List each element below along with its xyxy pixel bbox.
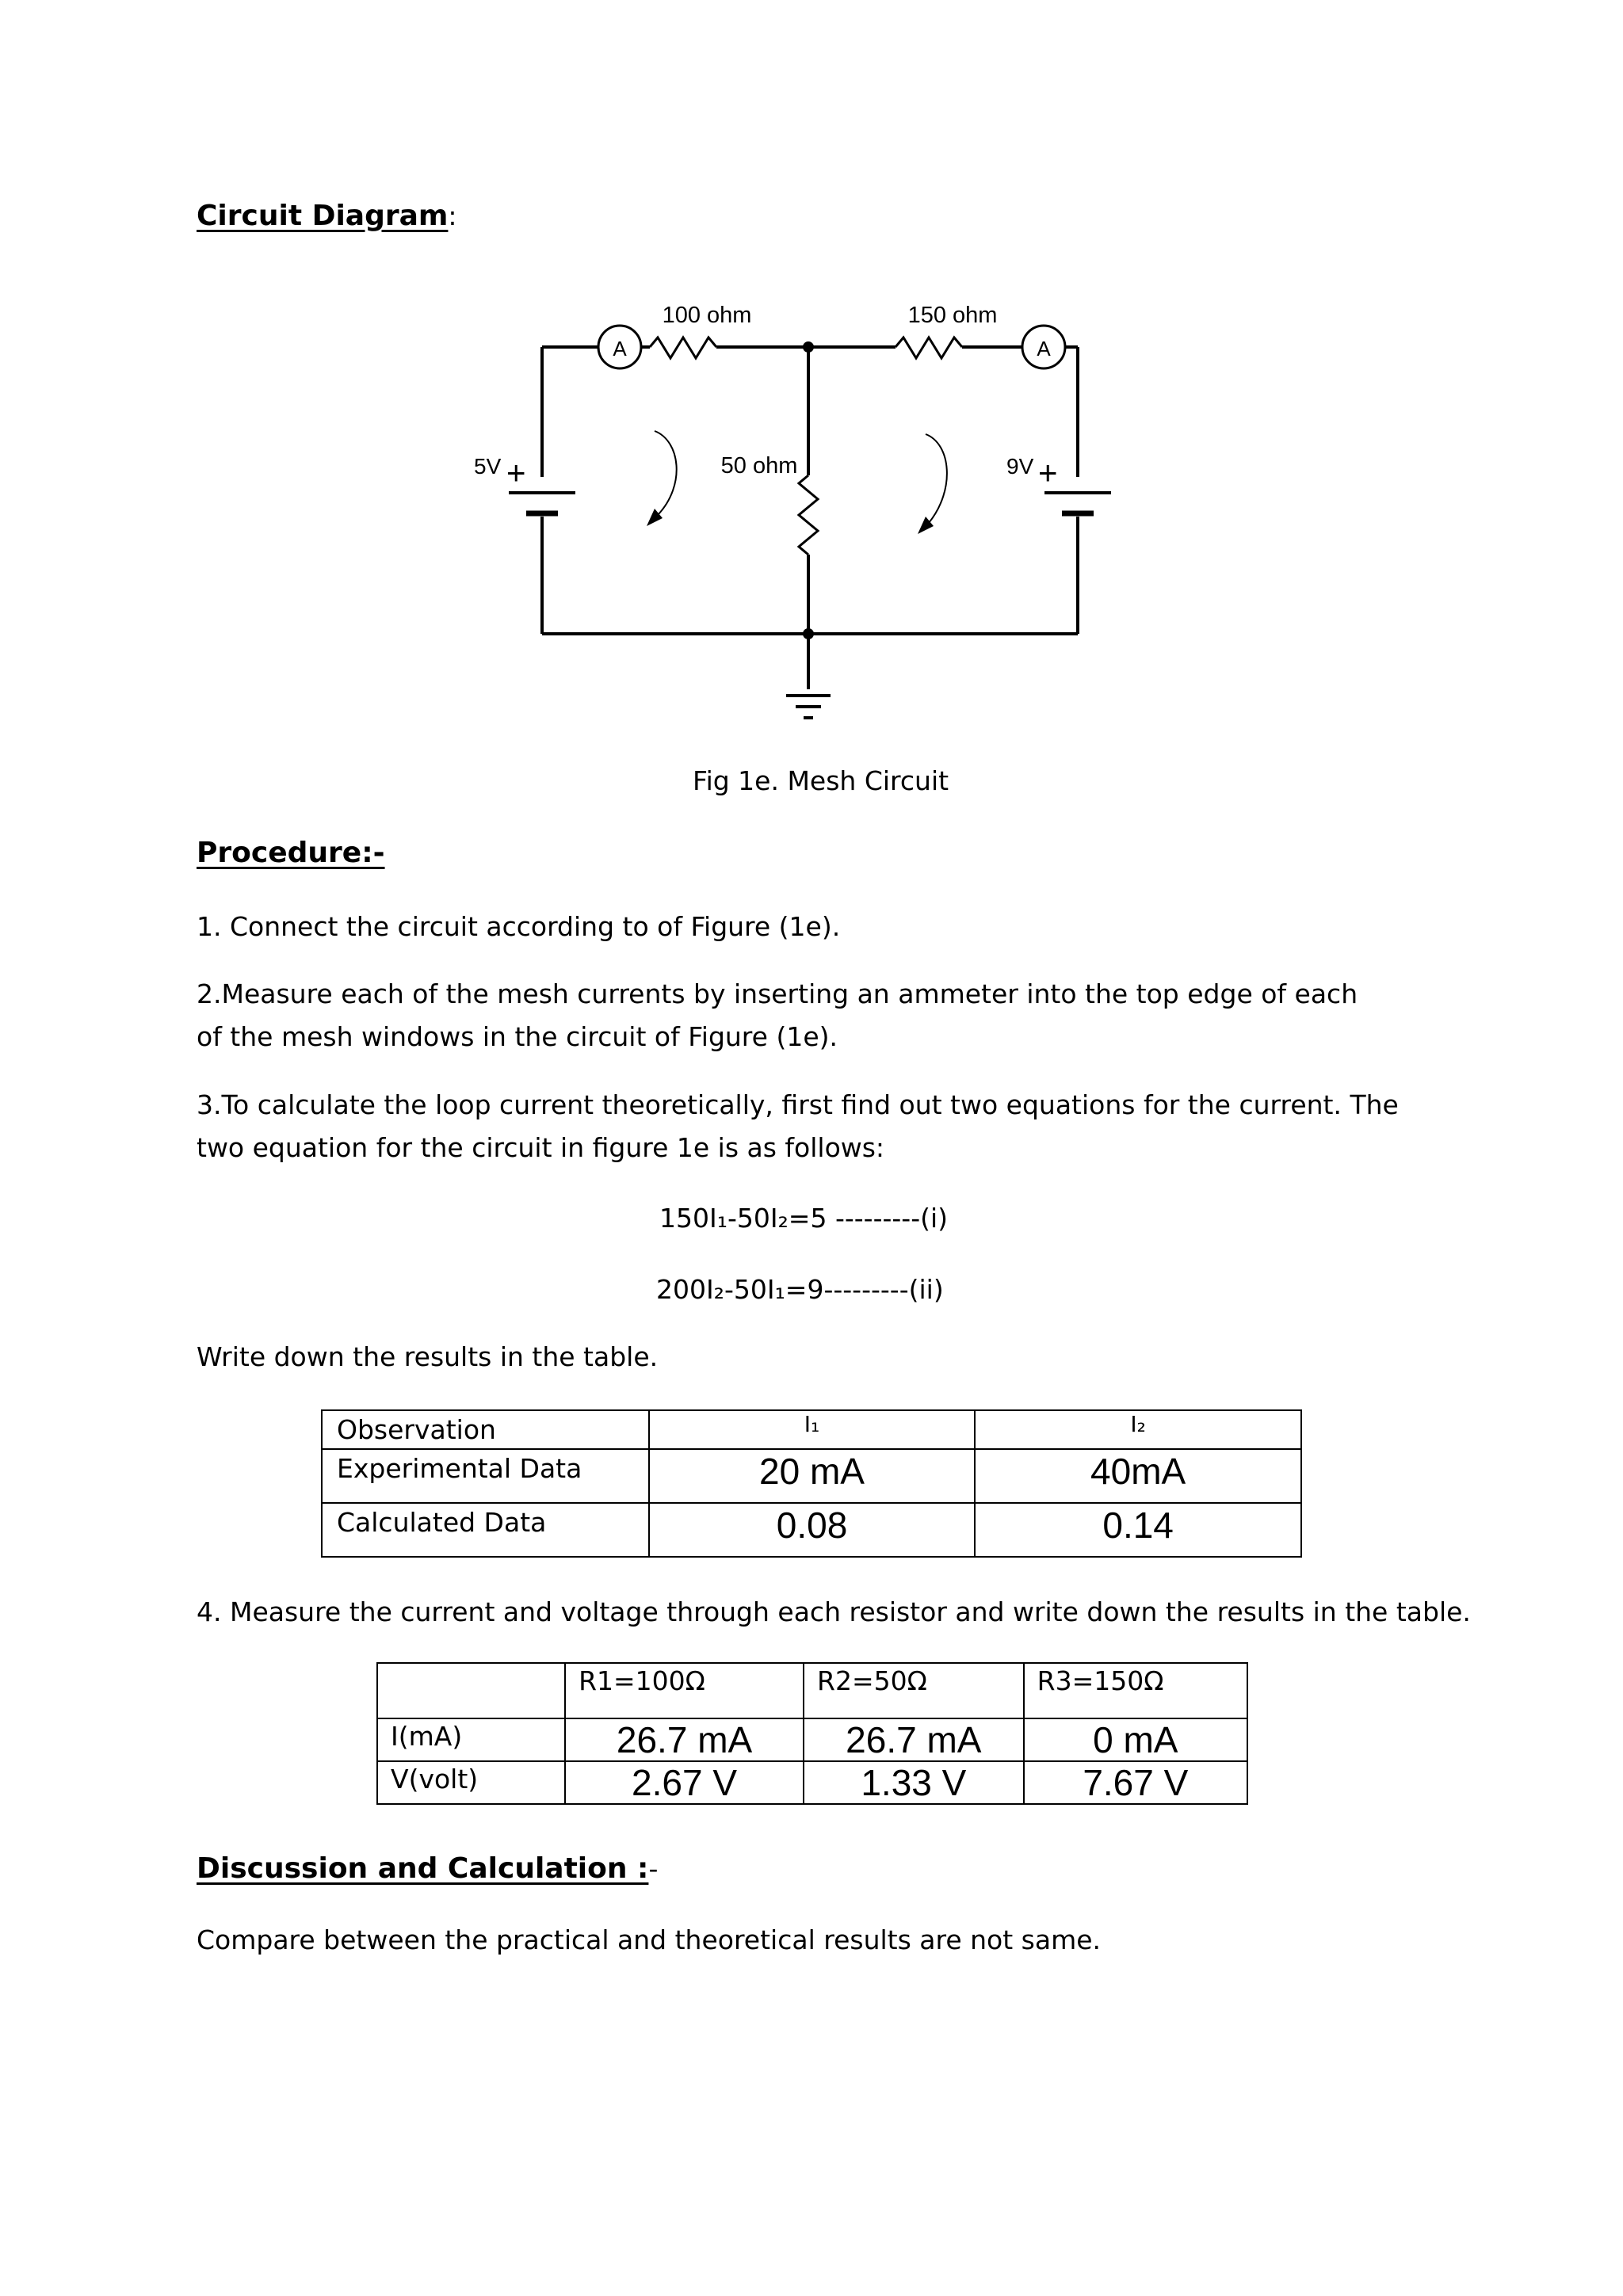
- procedure-step-2: 2.Measure each of the mesh currents by inserting an ammeter into the top edge of each of the mesh windows in the circuit of Figure (1e).: [197, 978, 1358, 1052]
- resistor-50-ohm-label: 50 ohm: [720, 453, 798, 479]
- r3-current: 0 mA: [1024, 1718, 1247, 1761]
- resistor-150-ohm-label: 150 ohm: [907, 303, 998, 328]
- write-results-text: Write down the results in the table.: [197, 1341, 659, 1372]
- r1-header: R1=100Ω: [565, 1663, 804, 1718]
- discussion-heading: [197, 1848, 658, 1890]
- r2-current: 26.7 mA: [804, 1718, 1024, 1761]
- row-label: Calculated Data: [322, 1503, 649, 1557]
- resistor-150-ohm-symbol: [896, 338, 962, 358]
- experimental-i2: 40mA: [975, 1449, 1301, 1503]
- discussion-suffix: -: [648, 1853, 659, 1884]
- experimental-i1: 20 mA: [649, 1449, 975, 1503]
- calculated-i1: 0.08: [649, 1503, 975, 1557]
- procedure-step-4: 4. Measure the current and voltage through each resistor and write down the results in the table.: [197, 1596, 1471, 1627]
- i1-header: I₁: [649, 1410, 975, 1449]
- r2-header: R2=50Ω: [804, 1663, 1024, 1718]
- resistor-header-row: [377, 1663, 1247, 1718]
- ammeter-right-label: A: [1037, 337, 1051, 360]
- source-5v-label: 5V: [474, 454, 502, 479]
- procedure-heading: Procedure:-: [197, 837, 385, 869]
- row-label: I(mA): [377, 1718, 565, 1761]
- resistor-table: [376, 1662, 1248, 1805]
- table-row: [377, 1761, 1247, 1804]
- observation-header-row: [322, 1410, 1301, 1449]
- equation-1: 150I₁-50I₂=5 ---------(i): [659, 1203, 949, 1234]
- source-9v-label: 9V: [1006, 454, 1034, 479]
- circuit-diagram-heading: [197, 195, 457, 238]
- mesh-arrow-right: [926, 434, 947, 523]
- table-row: [377, 1718, 1247, 1761]
- resistor-50-ohm-symbol: [799, 475, 818, 555]
- resistor-100-ohm-symbol: [650, 338, 716, 358]
- empty-header: [377, 1663, 565, 1718]
- discussion-title: Discussion and Calculation :: [197, 1852, 649, 1885]
- equation-2: 200I₂-50I₁=9---------(ii): [656, 1274, 944, 1305]
- observation-header: Observation: [322, 1410, 649, 1449]
- discussion-text: Compare between the practical and theoretical results are not same.: [197, 1924, 1102, 1955]
- row-label: V(volt): [377, 1761, 565, 1804]
- mesh-circuit-diagram: [444, 285, 1141, 745]
- source-5v-plus: +: [506, 454, 526, 491]
- mesh-arrow-left: [655, 431, 677, 515]
- row-label: Experimental Data: [322, 1449, 649, 1503]
- table-row: [322, 1449, 1301, 1503]
- figure-caption: Fig 1e. Mesh Circuit: [693, 765, 949, 796]
- table-row: [322, 1503, 1301, 1557]
- resistor-100-ohm-label: 100 ohm: [662, 303, 752, 328]
- observation-table: [321, 1409, 1302, 1558]
- junction-bottom: [803, 628, 814, 639]
- calculated-i2: 0.14: [975, 1503, 1301, 1557]
- r2-voltage: 1.33 V: [804, 1761, 1024, 1804]
- ammeter-left-label: A: [613, 337, 627, 360]
- source-9v-plus: +: [1038, 454, 1058, 491]
- r3-header: R3=150Ω: [1024, 1663, 1247, 1718]
- r3-voltage: 7.67 V: [1024, 1761, 1247, 1804]
- circuit-diagram-title: Circuit Diagram: [197, 200, 449, 232]
- procedure-step-3: 3.To calculate the loop current theoretically, first find out two equations for the current. The two equation for the circuit in figure 1e is as follows:: [197, 1089, 1399, 1163]
- r1-voltage: 2.67 V: [565, 1761, 804, 1804]
- i2-header: I₂: [975, 1410, 1301, 1449]
- heading-colon: :: [448, 200, 457, 231]
- procedure-step-1: 1. Connect the circuit according to of Figure (1e).: [197, 911, 841, 942]
- junction-top: [803, 341, 814, 353]
- r1-current: 26.7 mA: [565, 1718, 804, 1761]
